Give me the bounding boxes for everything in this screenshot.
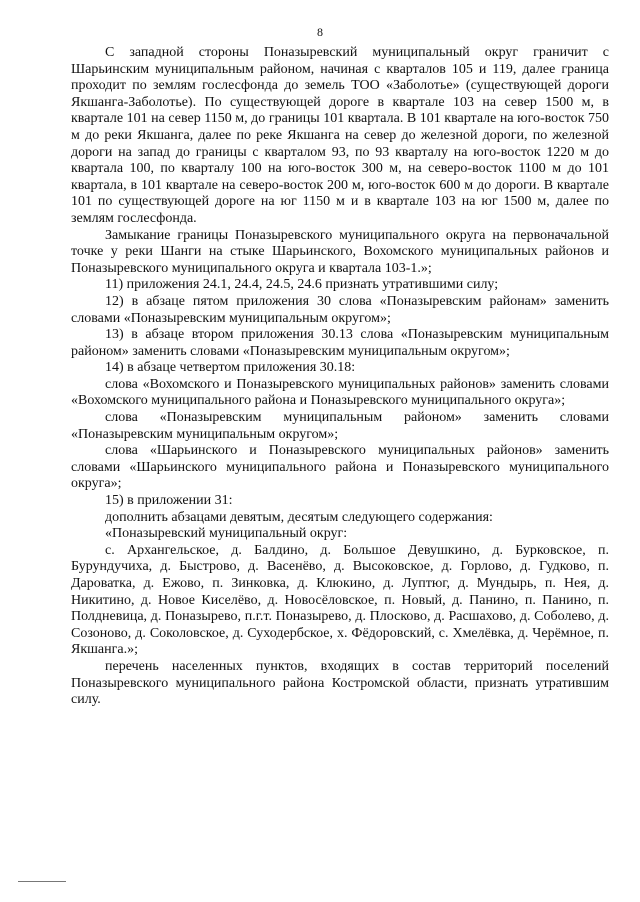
paragraph-list-void: перечень населенных пунктов, входящих в состав территорий поселений Поназыревского муниципального района Костромской области, признать утратившим силу. <box>71 658 609 708</box>
paragraph-border-closure: Замыкание границы Поназыревского муниципального округа на первоначальной точке у реки Шанги на стыке Шарьинского, Вохомского муниципальных районов и Поназыревского муниципального округа и квартала 103-1.»; <box>71 227 609 276</box>
paragraph-item-13: 13) в абзаце втором приложения 30.13 слова «Поназыревским муниципальным районом» заменить словами «Поназыревским муниципальным округом»; <box>71 327 609 359</box>
paragraph-okrug-heading: «Поназыревский муниципальный округ: <box>105 526 348 542</box>
document-body <box>71 45 609 709</box>
footer-rule <box>18 881 66 882</box>
paragraph-item-11: 11) приложения 24.1, 24.4, 24.5, 24.6 признать утратившими силу; <box>105 277 499 293</box>
paragraph-item-14: 14) в абзаце четвертом приложения 30.18: <box>105 360 356 376</box>
paragraph-item-14-words-2: слова «Поназыревским муниципальным районом» заменить словами «Поназыревским муниципальным округом»; <box>71 410 609 442</box>
paragraph-item-15: 15) в приложении 31: <box>105 493 233 509</box>
paragraph-western-border: С западной стороны Поназыревский муниципальный округ граничит с Шарьинским муниципальным районом, начиная с кварталов 105 и 119, далее граница проходит по землям гослесфонда до земель ТОО «Заболотье» (существующей дороги Якшанга-Заболотье). По существующей дороге в квартале 103 на север 1500 м, в квартале 101 на север 1150 м, до границы 101 квартала. В 101 квартале на юго-восток 750 м до реки Якшанга, далее по реке Якшанга на север до железной дороги, по железной дороги на запад до границы с кварталом 93, по 93 кварталу на юго-восток 1220 м до квартала 100, по кварталу 100 на юго-восток 300 м, на северо-восток 1100 м до 101 квартала, в 101 квартале на северо-восток 200 м, юго-восток 600 м до дороги. В квартале 101 по существующей дороге на юг 1150 м и в квартале 103 на юг 1500 м, далее по землям гослесфонда. <box>71 45 609 226</box>
paragraph-item-14-words-3: слова «Шарьинского и Поназыревского муниципальных районов» заменить словами «Шарьинского муниципального района и Поназыревского муниципального округа»; <box>71 443 609 492</box>
paragraph-item-15-add: дополнить абзацами девятым, десятым следующего содержания: <box>105 509 493 525</box>
paragraph-item-12: 12) в абзаце пятом приложения 30 слова «Поназыревским районам» заменить словами «Поназыревским муниципальным округом»; <box>71 293 609 326</box>
paragraph-settlements-list: с. Архангельское, д. Балдино, д. Большое Девушкино, д. Бурковское, п. Бурундучиха, д. Быстрово, д. Васенёво, д. Высоковское, д. Горлово, д. Гудково, п. Дароватка, д. Ежово, п. Зинковка, д. Клюкино, д. Луптюг, д. Мундырь, п. Нея, д. Никитино, д. Новое Киселёво, д. Новосёловское, п. Новый, д. Панино, п. Панино, п. Полдневица, д. Поназырево, п.г.т. Поназырево, д. Плосково, д. Расшахово, д. Соболево, д. Созоново, д. Соколовское, д. Суходербское, х. Фёдоровский, с. Хмелёвка, д. Черёмное, п. Якшанга.»; <box>71 542 609 658</box>
page-number: 8 <box>317 25 323 39</box>
paragraph-item-14-words-1: слова «Вохомского и Поназыревского муниципальных районов» заменить словами «Вохомского муниципального района и Поназыревского муниципального округа»; <box>71 376 609 409</box>
